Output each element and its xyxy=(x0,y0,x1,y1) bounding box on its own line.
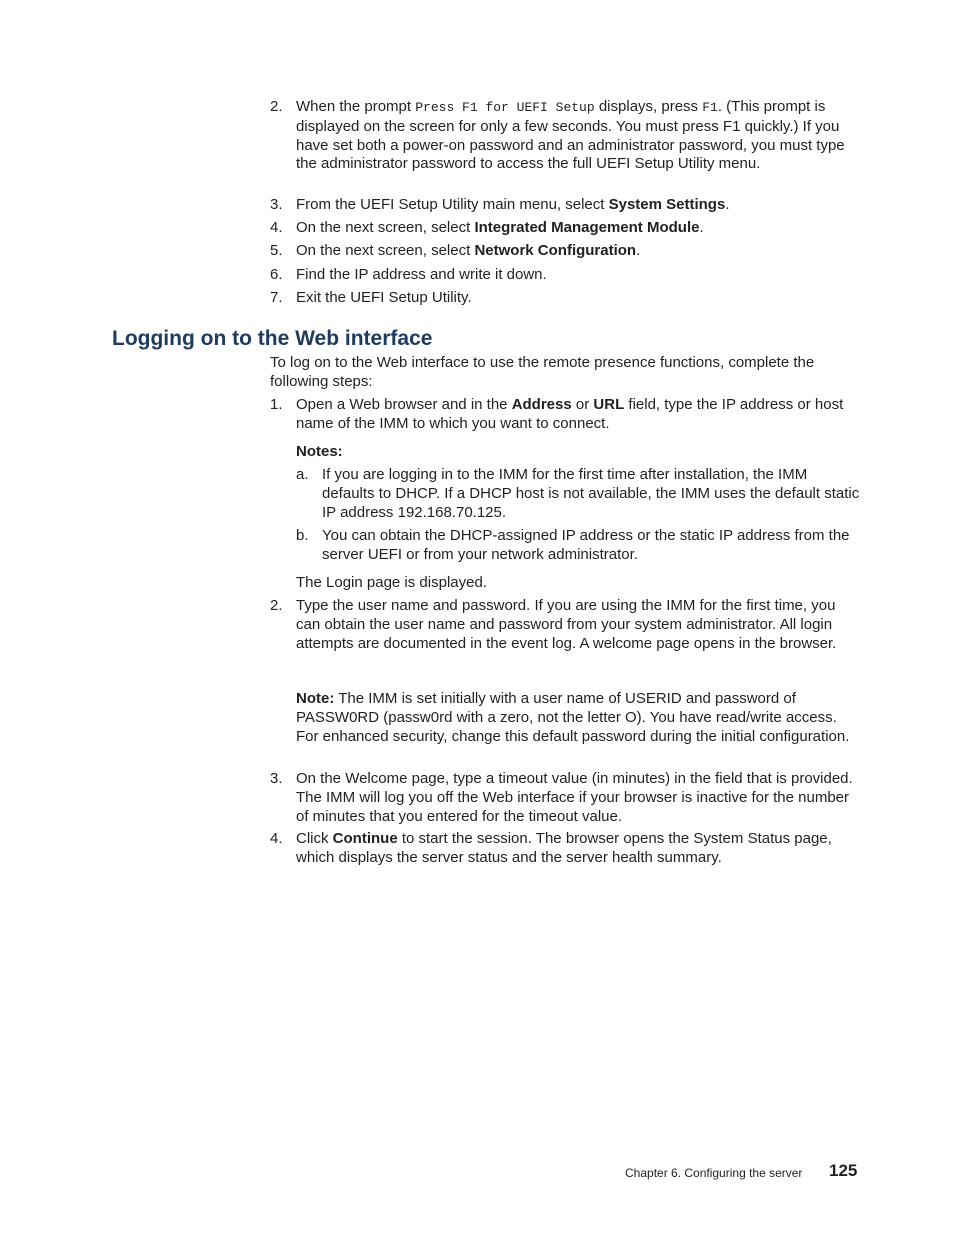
step-number: 4. xyxy=(270,830,283,847)
default-password-note: Note: The IMM is set initially with a user name of USERID and password of PASSW0RD (passw0rd with a zero, not the letter O). You have read/write access. For enhanced security, change this default password during the initial configuration. xyxy=(296,690,850,745)
step-number: 3. xyxy=(270,770,283,787)
section-intro: To log on to the Web interface to use the remote presence functions, complete the following steps: xyxy=(270,354,815,390)
step-text: Type the user name and password. If you are using the IMM for the first time, you can obtain the user name and password from your system administrator. All login attempts are documented in the event log. A welcome page opens in the browser. xyxy=(296,597,837,652)
step-text: On the next screen, select Integrated Management Module. xyxy=(296,219,704,236)
step-number: 2. xyxy=(270,597,283,614)
step-text: Exit the UEFI Setup Utility. xyxy=(296,289,472,306)
login-page-displayed: The Login page is displayed. xyxy=(296,574,487,591)
note-label: Note: xyxy=(296,690,335,707)
step-number: 5. xyxy=(270,242,283,259)
step-text: Open a Web browser and in the Address or URL field, type the IP address or host name of the IMM to which you want to connect. xyxy=(296,396,844,432)
step-number: 1. xyxy=(270,396,283,413)
step-number: 2. xyxy=(270,98,283,115)
step-text: Click Continue to start the session. The browser opens the System Status page, which displays the server status and the server health summary. xyxy=(296,830,832,866)
step-number: 4. xyxy=(270,219,283,236)
code-prompt: Press F1 for UEFI Setup xyxy=(415,100,595,115)
code-key: F1 xyxy=(702,100,718,115)
step-text: Find the IP address and write it down. xyxy=(296,266,547,283)
note-text: You can obtain the DHCP-assigned IP address or the static IP address from the server UEFI or from your network administrator. xyxy=(322,527,850,563)
footer-chapter: Chapter 6. Configuring the server xyxy=(625,1166,803,1180)
note-letter: a. xyxy=(296,466,309,483)
step-text: When the prompt Press F1 for UEFI Setup displays, press F1. (This prompt is displayed on the screen for only a few seconds. You must press F1 quickly.) If you have set both a power-on password and an administrator password, you must type the administrator password to access the full UEFI Setup Utility menu. xyxy=(296,98,845,173)
step-text: On the next screen, select Network Configuration. xyxy=(296,242,641,259)
step-number: 7. xyxy=(270,289,283,306)
step-text: On the Welcome page, type a timeout value (in minutes) in the field that is provided. The IMM will log you off the Web interface if your browser is inactive for the number of minutes that you entered for the timeout value. xyxy=(296,770,853,825)
step-number: 3. xyxy=(270,196,283,213)
section-heading: Logging on to the Web interface xyxy=(112,327,433,350)
page-number: 125 xyxy=(829,1161,858,1180)
note-letter: b. xyxy=(296,527,309,544)
step-text: From the UEFI Setup Utility main menu, select System Settings. xyxy=(296,196,730,213)
note-text: If you are logging in to the IMM for the first time after installation, the IMM defaults to DHCP. If a DHCP host is not available, the IMM uses the default static IP address 192.168.70.125. xyxy=(322,466,860,521)
notes-label: Notes: xyxy=(296,443,343,460)
step-number: 6. xyxy=(270,266,283,283)
